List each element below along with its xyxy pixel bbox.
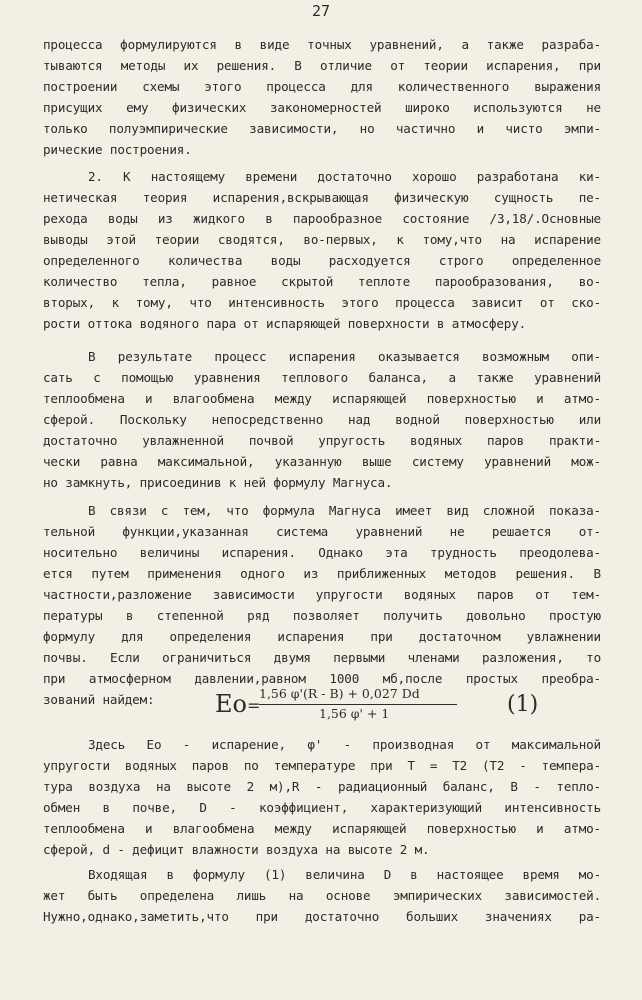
text-line: зований найдем: — [43, 692, 155, 707]
text-line: только полуэмпирические зависимости, но частично и чисто эмпи- — [43, 121, 601, 136]
text-line: достаточно увлажненной почвой упругость водяных паров практи- — [43, 433, 601, 448]
text-line: при атмосферном давлении,равном 1000 мб,после простых преобра- — [43, 671, 601, 686]
text-line: ется путем применения одного из приближенных методов решения. В — [43, 566, 601, 581]
formula-number: (1) — [507, 692, 539, 717]
evaporation-formula — [215, 684, 545, 726]
text-line: обмен в почве, D - коэффициент, характеризующий интенсивность — [43, 800, 601, 815]
text-line: сферой. Поскольку непосредственно над водной поверхностью или — [43, 412, 601, 427]
text-line: В результате процесс испарения оказывается возможным опи- — [88, 349, 601, 364]
text-line: Здесь Eо - испарение, φ' - производная от максимальной — [88, 737, 601, 752]
text-line: сферой, d - дефицит влажности воздуха на высоте 2 м. — [43, 842, 430, 857]
text-line: тываются методы их решения. В отличие от теории испарения, при — [43, 58, 601, 73]
text-line: сать с помощью уравнения теплового баланса, а также уравнений — [43, 370, 601, 385]
text-line: определенного количества воды расходуется строго определенное — [43, 253, 601, 268]
text-line: пературы в степенной ряд позволяет получить довольно простую — [43, 608, 601, 623]
formula-equals: = — [247, 696, 261, 715]
formula-lhs: Eо — [215, 690, 247, 718]
text-line: рости оттока водяного пара от испаряющей поверхности в атмосферу. — [43, 316, 527, 331]
text-line: рехода воды из жидкого в парообразное состояние /3,18/.Основные — [43, 211, 601, 226]
text-line: тельной функции,указанная система уравнений не решается от- — [43, 524, 601, 539]
text-line: теплообмена и влагообмена между испаряющей поверхностью и атмо- — [43, 821, 601, 836]
text-line: но замкнуть, присоединив к ней формулу Магнуса. — [43, 475, 393, 490]
text-line: тура воздуха на высоте 2 м),R - радиационный баланс, B - тепло- — [43, 779, 601, 794]
text-line: Нужно,однако,заметить,что при достаточно больших значениях ра- — [43, 909, 601, 924]
page-number: 27 — [311, 2, 331, 20]
text-line: теплообмена и влагообмена между испаряющей поверхностью и атмо- — [43, 391, 601, 406]
text-line: выводы этой теории сводятся, во-первых, к тому,что на испарение — [43, 232, 601, 247]
fraction-bar — [259, 704, 457, 705]
text-line: частности,разложение зависимости упругости водяных паров от тем- — [43, 587, 601, 602]
text-line: жет быть определена лишь на основе эмпирических зависимостей. — [43, 888, 601, 903]
text-line: нетическая теория испарения,вскрывающая физическую сущность пе- — [43, 190, 601, 205]
text-line: чески равна максимальной, указанную выше систему уравнений мож- — [43, 454, 601, 469]
text-line: Входящая в формулу (1) величина D в настоящее время мо- — [88, 867, 601, 882]
text-line: формулу для определения испарения при достаточном увлажнении — [43, 629, 601, 644]
text-line: процесса формулируются в виде точных уравнений, а также разраба- — [43, 37, 601, 52]
text-line: В связи с тем, что формула Магнуса имеет вид сложной показа- — [88, 503, 601, 518]
text-line: построении схемы этого процесса для количественного выражения — [43, 79, 601, 94]
text-line: 2. К настоящему времени достаточно хорошо разработана ки- — [88, 169, 601, 184]
text-line: носительно величины испарения. Однако эта трудность преодолева- — [43, 545, 601, 560]
text-line: рические построения. — [43, 142, 192, 157]
text-line: упругости водяных паров по температуре при T = T2 (T2 - темпера- — [43, 758, 601, 773]
formula-denominator: 1,56 φ' + 1 — [319, 706, 390, 721]
text-line: вторых, к тому, что интенсивность этого процесса зависит от ско- — [43, 295, 601, 310]
formula-numerator: 1,56 φ'(R - B) + 0,027 Dd — [259, 686, 420, 701]
text-line: количество тепла, равное скрытой теплоте парообразования, во- — [43, 274, 601, 289]
text-line: присущих ему физических закономерностей широко используются не — [43, 100, 601, 115]
text-line: почвы. Если ограничиться двумя первыми членами разложения, то — [43, 650, 601, 665]
